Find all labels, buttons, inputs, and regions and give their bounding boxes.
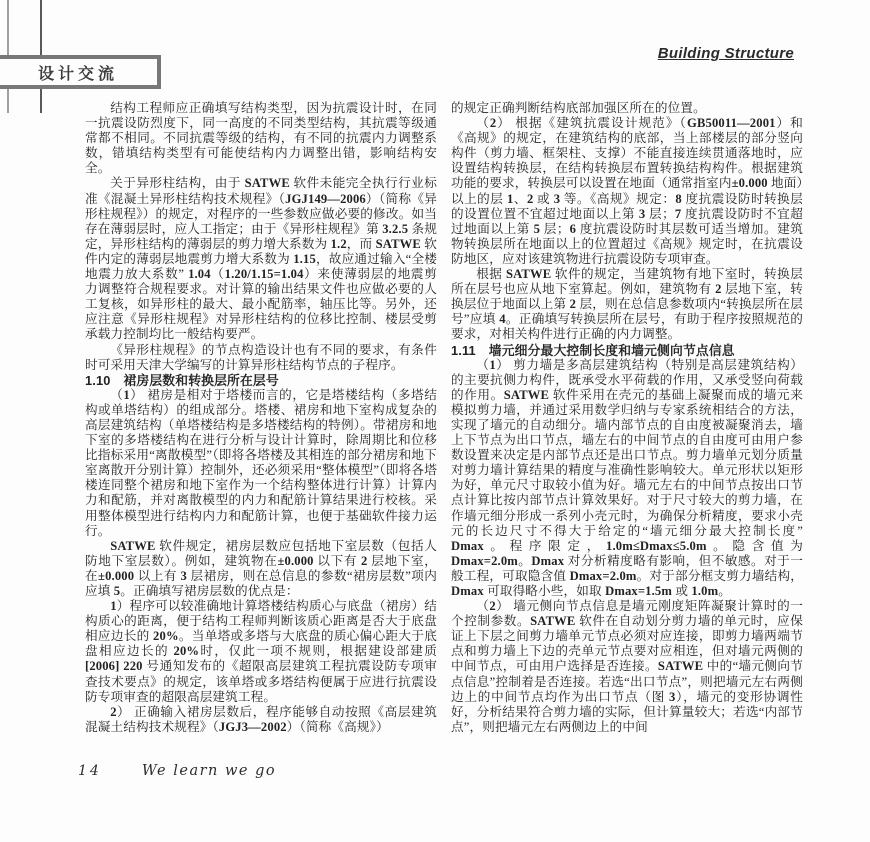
paragraph: 关于异形柱结构，由于 SATWE 软件未能完全执行行业标准《混凝土异形柱结构技术规程》（JGJ149—2006）（简称《异形柱规程》）的规定，对程序的一些参数应做必要的修改。如当存在薄弱层时，应人工指定；由于《异形柱规程》第 3.2.5 条规定，异形柱结构的薄弱层的剪力增大系数为 1.2，而 SATWE 软件内定的薄弱层地震剪力增大系数为 1.15，故应通过输入“全楼地震力放大系数” 1.04（1.20/1.15=1.04）来使薄弱层的地震剪力调整符合规程要求。对计算的输出结果文件也应做必要的人工复核，如异形柱的最大、最小配筋率，轴压比等。另外，还应注意《异形柱规程》对异形柱结构的位移比控制、楼层受剪承载力控制均比一般结构要严。 <box>85 176 438 342</box>
paragraph: （1） 裙房是相对于塔楼而言的，它是塔楼结构（多塔结构或单塔结构）的组成部分。塔楼、裙房和地下室构成复杂的高层建筑结构（单塔楼结构是多塔楼结构的特例）。带裙房和地下室的多塔楼结构在进行分析与设计计算时，除周期比和位移比指标采用“离散模型”（即将各塔楼及其相连的部分裙房和地下室离散开分别计算）控制外，还必须采用“整体模型”（即将各塔楼连同整个裙房和地下室作为一个结构整体进行计算）计算内力和配筋，并对离散模型的内力和配筋计算结果进行校核。采用整体模型进行结构内力和配筋计算，也便于基础软件接力运行。 <box>85 387 438 538</box>
page-body <box>85 101 804 735</box>
paragraph: 1）程序可以较准确地计算塔楼结构质心与底盘（裙房）结构质心的距离，便于结构工程师判断该质心距离是否大于底盘相应边长的 20%。当单塔或多塔与大底盘的质心偏心距大于底盘相应边长的 20%时，仅此一项不规则，根据建设部建质[2006] 220 号通知发布的《超限高层建筑工程抗震设防专项审查技术要点》的规定，该单塔或多塔结构便属于应进行抗震设防专项审查的超限高层建筑工程。 <box>85 599 437 704</box>
paragraph: 的规定正确判断结构底部加强区所在的位置。 <box>451 101 706 115</box>
paragraph: 根据 SATWE 软件的规定，当建筑物有地下室时，转换层所在层号也应从地下室算起。例如，建筑物有 2 层地下室，转换层位于地面以上第 2 层，则在总信息参数项内“转换层所在层号”应填 4。正确填写转换层所在层号，有助于程序按照规范的要求，对相关构件进行正确的内力调整。 <box>451 267 803 342</box>
paragraph: 《异形柱规程》的节点构造设计也有不同的要求，有条件时可采用天津大学编写的计算异形柱结构节点的子程序。 <box>85 342 437 372</box>
section-label: 设计交流 <box>37 65 118 83</box>
left-column <box>85 101 437 735</box>
footer-slogan: We learn we go <box>141 763 277 779</box>
paragraph: 结构工程师应正确填写结构类型，因为抗震设计时，在同一抗震设防烈度下，同一高度的不同类型结构，其抗震等级通常都不相同。不同抗震等级的结构，有不同的抗震内力调整系数，错填结构类型有可能使结构内力调整出错，影响结构安全。 <box>85 101 437 176</box>
paragraph: SATWE 软件规定，裙房层数应包括地下室层数（包括人防地下室层数）。例如，建筑物在±0.000 以下有 2 层地下室，在±0.000 以上有 3 层裙房，则在总信息的参数“裙房层数”项内应填 5。正确填写裙房层数的优点是： <box>85 538 438 598</box>
section-label-box <box>0 55 161 89</box>
right-column <box>451 101 803 735</box>
section-heading-1-10: 1.10 裙房层数和转换层所在层号 <box>85 372 279 388</box>
paragraph: 2） 正确输入裙房层数后，程序能够自动按照《高层建筑混凝土结构技术规程》（JGJ3—2002）（简称《高规》） <box>85 704 437 734</box>
journal-title: Building Structure <box>657 45 794 62</box>
section-heading-1-11: 1.11 墙元细分最大控制长度和墙元侧向节点信息 <box>451 342 735 358</box>
paragraph: （2） 根据《建筑抗震设计规范》（GB50011—2001）和《高规》的规定，在建筑结构的底部，当上部楼层的部分竖向构件（剪力墙、框架柱、支撑）不能直接连续贯通落地时，应设置结构转换层，在结构转换层布置转换结构构件。根据建筑功能的要求，转换层可以设置在地面（通常指室内±0.000 地面）以上的层 1、2 或 3 等。《高规》规定：8 度抗震设防时转换层的设置位置不宜超过地面以上第 3 层；7 度抗震设防时不宜超过地面以上第 5 层；6 度抗震设防时其层数可适当增加。建筑物转换层所在地面以上的位置超过《高规》规定时，在抗震设防地区，应对该建筑物进行抗震设防专项审查。 <box>451 116 804 266</box>
paragraph: （2） 墙元侧向节点信息是墙元刚度矩阵凝聚计算时的一个控制参数。SATWE 软件在自动划分剪力墙的单元时，应保证上下层之间剪力墙单元节点必须对应连接，即剪力墙两端节点和剪力墙上下边的壳单元节点要对应相连，但对墙元两侧的中间节点，可由用户选择是否连接。SATWE 中的“墙元侧向节点信息”控制着是否连接。若选“出口节点”，则把墙元左右两侧边上的中间节点均作为出口节点（图 3），墙元的变形协调性好，分析结果符合剪力墙的实际，但计算量较大；若选“内部节点”，则把墙元左右两侧边上的中间 <box>451 599 804 734</box>
paragraph: （1） 剪力墙是多高层建筑结构（特别是高层建筑结构）的主要抗侧力构件，既承受水平荷载的作用，又承受竖向荷载的作用。SATWE 软件采用在壳元的基础上凝聚而成的墙元来模拟剪力墙，并通过采用数学归纳与专家系统相结合的方法，实现了墙元的自动细分。墙内部节点的自由度被凝聚消去，墙上下节点为出口节点，墙左右的中间节点的自由度可由用户参数设置来决定是内部节点还是出口节点。剪力墙单元划分质量对剪力墙计算结果的精度与准确性影响较大。单元形状以矩形为好，单元尺寸取较小值为好。墙元左右的中间节点按出口节点计算比按内部节点计算效果好。对于尺寸较大的剪力墙，在作墙元细分形成一系列小壳元时，为确保分析精度，要求小壳元的长边尺寸不得大于给定的“墙元细分最大控制长度” Dmax。程序限定，1.0m≤Dmax≤5.0m。隐含值为 Dmax=2.0m。Dmax 对分析精度略有影响，但不敏感。对于一般工程，可取隐含值 Dmax=2.0m。对于部分框支剪力墙结构，Dmax 可取得略小些，如取 Dmax=1.5m 或 1.0m。 <box>451 357 804 598</box>
page-number: 14 <box>78 763 102 779</box>
page-footer <box>78 762 276 780</box>
